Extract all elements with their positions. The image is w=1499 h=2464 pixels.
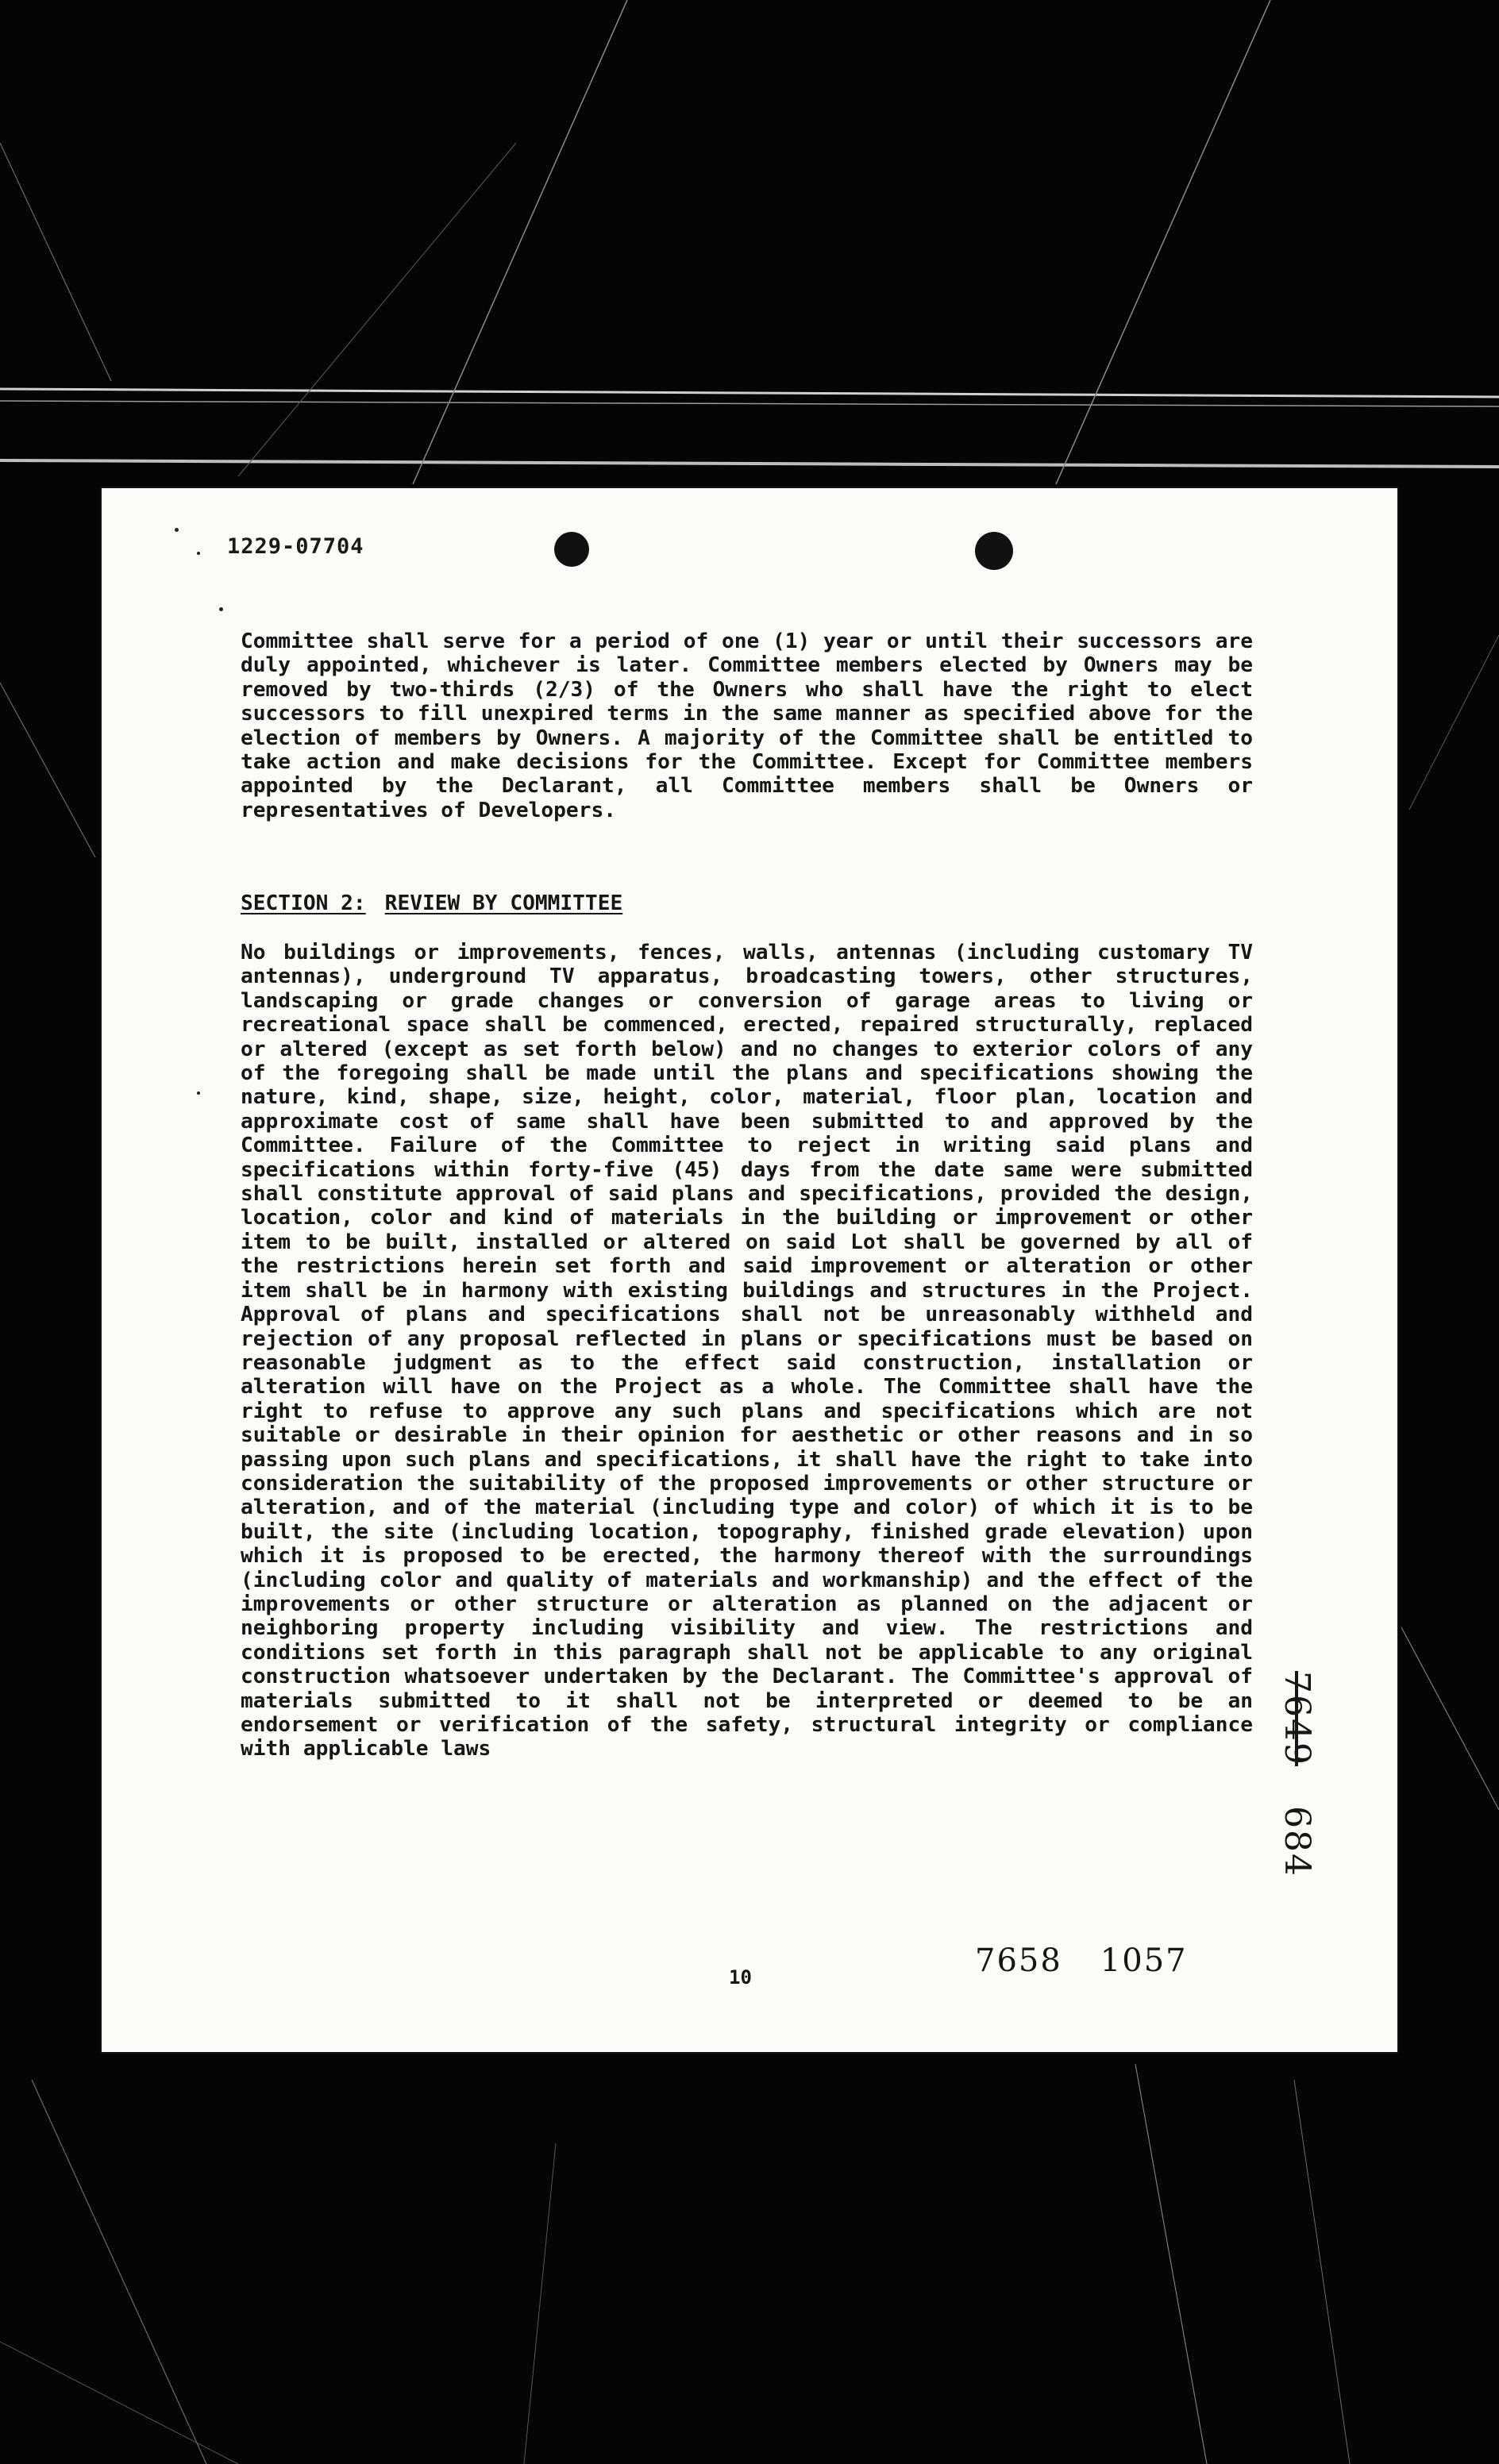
scan-speck — [197, 1091, 200, 1095]
section-title: REVIEW BY COMMITTEE — [384, 891, 623, 915]
punch-hole-right — [975, 532, 1013, 570]
recording-book-number: 7658 — [975, 1942, 1062, 1979]
punch-hole-left — [554, 532, 589, 567]
page-number: 10 — [729, 1966, 752, 1989]
document-number: 1229-07704 — [227, 534, 364, 559]
paragraph-committee-terms: Committee shall serve for a period of one (1) year or until their successors are duly appointed, whichever is later. Committee members elected by Owners may be removed by two-thirds (2/3) of the Owners who shall have the right to elect successors to fill unexpired terms in the same manner as specified above for the election of members by Owners. A majority of the Committee shall be entitled to take action and make decisions for the Committee. Except for Committee members appointed by the Declarant, all Committee members shall be Owners or representatives of Developers. — [241, 629, 1253, 822]
recording-stamp — [975, 1942, 1188, 1979]
margin-recording-stamp — [1277, 1671, 1317, 1877]
section-heading — [241, 891, 622, 915]
paragraph-review-by-committee: No buildings or improvements, fences, walls, antennas (including customary TV antennas), underground TV apparatus, broadcasting towers, other structures, landscaping or grade changes or conversion of garage areas to living or recreational space shall be commenced, erected, repaired structurally, replaced or altered (except as set forth below) and no changes to exterior colors of any of the foregoing shall be made until the plans and specifications showing the nature, kind, shape, size, height, color, material, floor plan, location and approximate cost of same shall have been submitted to and approved by the Committee. Failure of the Committee to reject in writing said plans and specifications within forty-five (45) days from the date same were submitted shall constitute approval of said plans and specifications, provided the design, location, color and kind of materials in the building or improvement or other item to be built, installed or altered on said Lot shall be governed by all of the restrictions herein set forth and said improvement or alteration or other item shall be in harmony with existing buildings and structures in the Project. Approval of plans and specifications shall not be unreasonably withheld and rejection of any proposal reflected in plans or specifications must be based on reasonable judgment as to the effect said construction, installation or alteration will have on the Project as a whole. The Committee shall have the right to refuse to approve any such plans and specifications which are not suitable or desirable in their opinion for aesthetic or other reasons and in so passing upon such plans and specifications, it shall have the right to take into consideration the suitability of the proposed improvements or other structure or alteration, and of the material (including type and color) of which it is to be built, the site (including location, topography, finished grade elevation) upon which it is proposed to be erected, the harmony thereof with the surroundings (including color and quality of materials and workmanship) and the effect of the improvements or other structure or alteration as planned on the adjacent or neighboring property including visibility and view. The restrictions and conditions set forth in this paragraph shall not be applicable to any original construction whatsoever undertaken by the Declarant. The Committee's approval of materials submitted to it shall not be interpreted or deemed to be an endorsement or verification of the safety, structural integrity or compliance with applicable laws — [241, 941, 1253, 1761]
margin-book-number: 7649 — [1277, 1671, 1317, 1766]
scan-speck — [197, 552, 200, 555]
recording-page-number: 1057 — [1100, 1942, 1188, 1979]
document-page — [102, 488, 1397, 2052]
scan-speck — [175, 528, 179, 532]
section-label: SECTION 2: — [241, 891, 366, 915]
scan-speck — [219, 607, 223, 611]
margin-page-number: 684 — [1277, 1805, 1317, 1877]
